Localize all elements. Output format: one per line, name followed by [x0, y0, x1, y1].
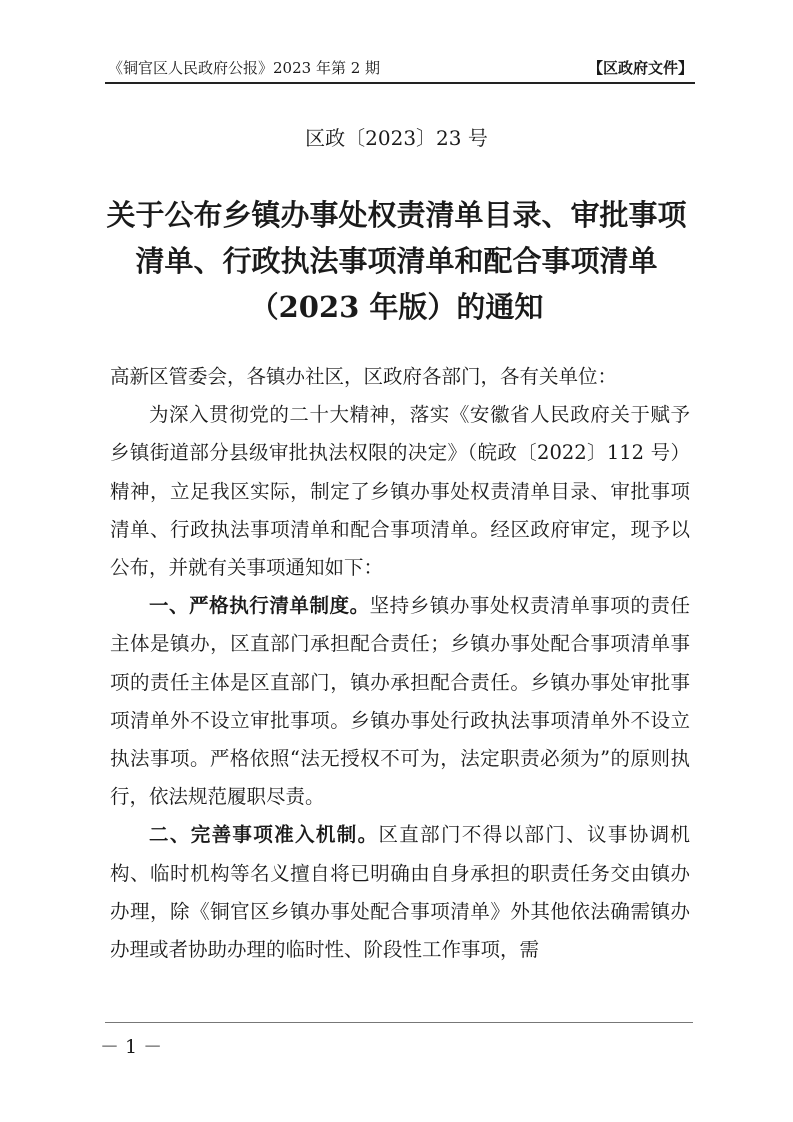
header-publication: 《铜官区人民政府公报》2023 年第 2 期 [108, 59, 381, 77]
footer-rule [105, 1022, 693, 1023]
paragraph-intro [110, 396, 690, 587]
title-line: （2023 年版）的通知 [249, 290, 544, 324]
addressee: 高新区管委会，各镇办社区，区政府各部门，各有关单位： [110, 365, 618, 388]
document-number: 区政〔2023〕23 号 [305, 126, 488, 150]
section-heading: 一、严格执行清单制度。 [149, 594, 370, 618]
header-rule [105, 82, 695, 84]
paragraph-section-2 [110, 816, 690, 969]
paragraph-text: 坚持乡镇办事处权责清单事项的责任主体是镇办，区直部门承担配合责任；乡镇办事处配合事项清单事项的责任主体是区直部门，镇办承担配合责任。乡镇办事处审批事项清单外不设立审批事项。乡镇办事处行政执法事项清单外不设立执法事项。严格依照“法无授权不可为，法定职责必须为”的原则执行，依法规范履职尽责。 [110, 594, 690, 809]
paragraph-section-1 [110, 587, 690, 816]
running-header [108, 56, 693, 80]
title-line: 清单、行政执法事项清单和配合事项清单 [135, 244, 658, 278]
document-title [80, 192, 713, 330]
title-line: 关于公布乡镇办事处权责清单目录、审批事项 [106, 198, 687, 232]
page-number: － 1 － [100, 1036, 163, 1058]
document-body [110, 358, 690, 969]
section-heading: 二、完善事项准入机制。 [149, 823, 379, 847]
paragraph-text: 为深入贯彻党的二十大精神，落实《安徽省人民政府关于赋予乡镇街道部分县级审批执法权限的决定》（皖政〔2022〕112 号）精神，立足我区实际，制定了乡镇办事处权责清单目录、审批事项清单、行政执法事项清单和配合事项清单。经区政府审定，现予以公布，并就有关事项通知如下： [110, 403, 690, 580]
header-section: 【区政府文件】 [587, 59, 693, 77]
paragraph-text: 区直部门不得以部门、议事协调机构、临时机构等名义擅自将已明确由自身承担的职责任务交由镇办办理，除《铜官区乡镇办事处配合事项清单》外其他依法确需镇办办理或者协助办理的临时性、阶段性工作事项，需 [110, 823, 690, 962]
